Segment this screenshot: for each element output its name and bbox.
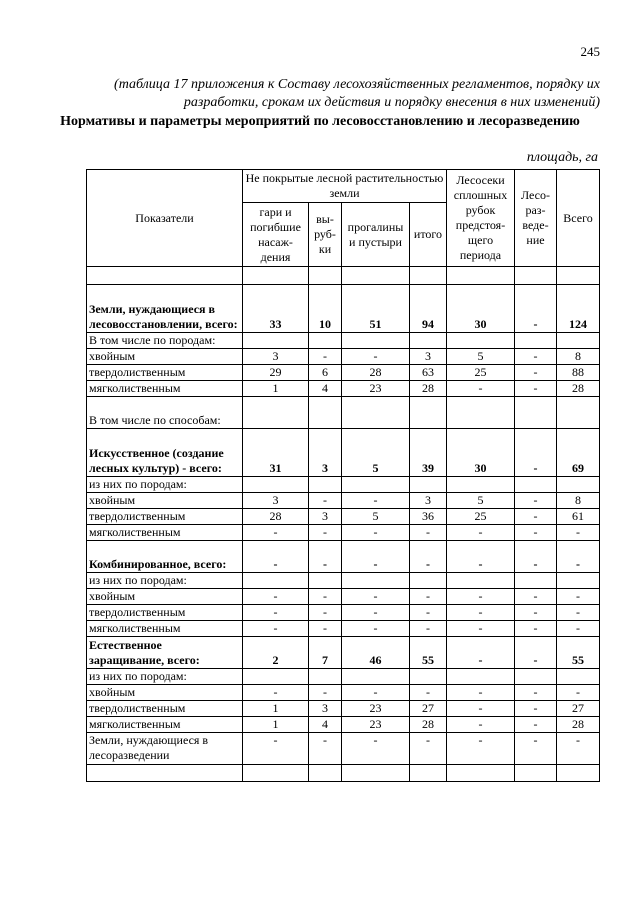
cell-value: 27 xyxy=(557,701,600,717)
table-row xyxy=(87,365,600,381)
cell-value xyxy=(342,669,410,685)
cell-value xyxy=(515,477,557,493)
row-label: Искусственное (создание лесных культур) - всего: xyxy=(87,429,243,477)
cell-value: 5 xyxy=(447,349,515,365)
row-label xyxy=(87,765,243,782)
cell-value: 63 xyxy=(410,365,447,381)
cell-value: - xyxy=(557,733,600,765)
row-label: Земли, нуждающиеся в лесоразведении xyxy=(87,733,243,765)
header-not-covered: Не покрытые лесной растительностью земли xyxy=(243,170,447,203)
row-label: В том числе по породам: xyxy=(87,333,243,349)
cell-value xyxy=(309,477,342,493)
table-row xyxy=(87,685,600,701)
cell-value xyxy=(410,669,447,685)
cell-value: 2 xyxy=(243,637,309,669)
cell-value: - xyxy=(515,733,557,765)
table-row xyxy=(87,333,600,349)
cell-value: 5 xyxy=(447,493,515,509)
cell-value: - xyxy=(243,589,309,605)
cell-value: 3 xyxy=(410,349,447,365)
cell-value: - xyxy=(447,621,515,637)
cell-value: - xyxy=(309,541,342,573)
cell-value xyxy=(309,267,342,285)
cell-value: - xyxy=(410,621,447,637)
cell-value xyxy=(342,397,410,429)
cell-value xyxy=(557,267,600,285)
cell-value: 1 xyxy=(243,381,309,397)
cell-value xyxy=(243,397,309,429)
cell-value: 6 xyxy=(309,365,342,381)
cell-value: - xyxy=(557,621,600,637)
cell-value: - xyxy=(515,621,557,637)
cell-value: 8 xyxy=(557,493,600,509)
cell-value: 30 xyxy=(447,285,515,333)
cell-value: - xyxy=(515,589,557,605)
cell-value: - xyxy=(243,685,309,701)
cell-value: - xyxy=(515,285,557,333)
cell-value xyxy=(447,573,515,589)
cell-value xyxy=(557,669,600,685)
table-row xyxy=(87,285,600,333)
cell-value: - xyxy=(410,685,447,701)
table-row xyxy=(87,621,600,637)
cell-value xyxy=(342,765,410,782)
table-row xyxy=(87,509,600,525)
cell-value: 28 xyxy=(410,381,447,397)
table-row xyxy=(87,429,600,477)
cell-value xyxy=(309,573,342,589)
cell-value: - xyxy=(342,605,410,621)
cell-value: 27 xyxy=(410,701,447,717)
row-label: мягколиственным xyxy=(87,381,243,397)
cell-value: - xyxy=(342,525,410,541)
cell-value: - xyxy=(447,541,515,573)
cell-value: - xyxy=(342,589,410,605)
cell-value: - xyxy=(557,541,600,573)
cell-value: - xyxy=(309,605,342,621)
cell-value: - xyxy=(515,525,557,541)
cell-value: - xyxy=(410,733,447,765)
cell-value: - xyxy=(243,733,309,765)
cell-value: 33 xyxy=(243,285,309,333)
cell-value xyxy=(309,333,342,349)
table-row xyxy=(87,525,600,541)
cell-value: - xyxy=(243,541,309,573)
cell-value: - xyxy=(557,685,600,701)
table-row xyxy=(87,637,600,669)
cell-value: 25 xyxy=(447,365,515,381)
cell-value: 23 xyxy=(342,381,410,397)
cell-value: 3 xyxy=(243,349,309,365)
cell-value: 94 xyxy=(410,285,447,333)
cell-value: - xyxy=(410,589,447,605)
cell-value: 25 xyxy=(447,509,515,525)
cell-value: - xyxy=(309,589,342,605)
table-row xyxy=(87,589,600,605)
cell-value xyxy=(447,333,515,349)
row-label: из них по породам: xyxy=(87,477,243,493)
document-subtitle: (таблица 17 приложения к Составу лесохозяйственных регламентов, порядку их разработки, срокам их действия и порядку внесения в них изменений) xyxy=(114,77,600,110)
cell-value: 55 xyxy=(557,637,600,669)
cell-value: 28 xyxy=(557,717,600,733)
cell-value xyxy=(557,477,600,493)
cell-value: - xyxy=(309,685,342,701)
table-row xyxy=(87,733,600,765)
header-glades: прогалины и пустыри xyxy=(342,203,410,267)
cell-value: - xyxy=(309,525,342,541)
cell-value: - xyxy=(447,381,515,397)
table-row xyxy=(87,349,600,365)
cell-value: 1 xyxy=(243,701,309,717)
cell-value xyxy=(447,669,515,685)
cell-value xyxy=(342,573,410,589)
cell-value xyxy=(410,333,447,349)
header-indicators: Показатели xyxy=(87,170,243,267)
cell-value: 29 xyxy=(243,365,309,381)
cell-value: 28 xyxy=(557,381,600,397)
document-title: Нормативы и параметры мероприятий по лесовосстановлению и лесоразведению xyxy=(60,114,580,129)
cell-value: 10 xyxy=(309,285,342,333)
row-label: твердолиственным xyxy=(87,509,243,525)
cell-value: 28 xyxy=(243,509,309,525)
cell-value xyxy=(447,477,515,493)
cell-value: 7 xyxy=(309,637,342,669)
table-row xyxy=(87,477,600,493)
header-cuttings: вы-руб-ки xyxy=(309,203,342,267)
cell-value: - xyxy=(515,605,557,621)
cell-value xyxy=(243,333,309,349)
cell-value: - xyxy=(447,637,515,669)
cell-value: - xyxy=(515,685,557,701)
row-label: из них по породам: xyxy=(87,573,243,589)
cell-value: 4 xyxy=(309,381,342,397)
cell-value: 55 xyxy=(410,637,447,669)
cell-value xyxy=(309,765,342,782)
header-burnt: гари и погибшие насаж-дения xyxy=(243,203,309,267)
cell-value: - xyxy=(447,685,515,701)
cell-value: 51 xyxy=(342,285,410,333)
cell-value: - xyxy=(243,605,309,621)
row-label: хвойным xyxy=(87,493,243,509)
row-label: хвойным xyxy=(87,685,243,701)
cell-value: 31 xyxy=(243,429,309,477)
header-total: Всего xyxy=(557,170,600,267)
cell-value xyxy=(515,333,557,349)
table-row xyxy=(87,573,600,589)
cell-value xyxy=(410,267,447,285)
row-label: твердолиственным xyxy=(87,701,243,717)
row-label: мягколиственным xyxy=(87,621,243,637)
cell-value: 5 xyxy=(342,429,410,477)
cell-value xyxy=(557,765,600,782)
cell-value: 4 xyxy=(309,717,342,733)
cell-value: - xyxy=(557,589,600,605)
cell-value xyxy=(515,765,557,782)
cell-value: - xyxy=(410,541,447,573)
table-row xyxy=(87,493,600,509)
row-label: Комбинированное, всего: xyxy=(87,541,243,573)
cell-value xyxy=(342,477,410,493)
cell-value xyxy=(557,333,600,349)
row-label xyxy=(87,267,243,285)
cell-value: 23 xyxy=(342,717,410,733)
table-row xyxy=(87,381,600,397)
cell-value: - xyxy=(447,733,515,765)
header-afforestation: Лесо-раз-веде-ние xyxy=(515,170,557,267)
cell-value: - xyxy=(410,525,447,541)
page-number: 245 xyxy=(580,44,600,59)
cell-value xyxy=(515,669,557,685)
cell-value xyxy=(243,669,309,685)
cell-value: - xyxy=(515,493,557,509)
cell-value: 1 xyxy=(243,717,309,733)
cell-value xyxy=(243,477,309,493)
cell-value: 3 xyxy=(243,493,309,509)
cell-value xyxy=(447,765,515,782)
cell-value: - xyxy=(447,717,515,733)
cell-value: - xyxy=(342,733,410,765)
table-row xyxy=(87,267,600,285)
cell-value xyxy=(243,573,309,589)
cell-value: - xyxy=(342,541,410,573)
cell-value: - xyxy=(447,525,515,541)
cell-value: - xyxy=(342,685,410,701)
cell-value: 8 xyxy=(557,349,600,365)
cell-value: - xyxy=(447,701,515,717)
header-total-not-covered: итого xyxy=(410,203,447,267)
cell-value: 46 xyxy=(342,637,410,669)
cell-value xyxy=(410,573,447,589)
cell-value: - xyxy=(515,717,557,733)
cell-value: 23 xyxy=(342,701,410,717)
cell-value: - xyxy=(243,621,309,637)
cell-value: 3 xyxy=(309,429,342,477)
cell-value: - xyxy=(515,637,557,669)
cell-value xyxy=(515,573,557,589)
table-row xyxy=(87,669,600,685)
cell-value: - xyxy=(342,493,410,509)
cell-value: 5 xyxy=(342,509,410,525)
cell-value: 61 xyxy=(557,509,600,525)
cell-value: - xyxy=(515,349,557,365)
cell-value: - xyxy=(447,589,515,605)
cell-value: - xyxy=(515,541,557,573)
cell-value: - xyxy=(447,605,515,621)
cell-value: - xyxy=(557,525,600,541)
row-label: твердолиственным xyxy=(87,365,243,381)
row-label: Земли, нуждающиеся в лесовосстановлении, всего: xyxy=(87,285,243,333)
row-label: твердолиственным xyxy=(87,605,243,621)
cell-value: - xyxy=(515,381,557,397)
table-row xyxy=(87,701,600,717)
table-body xyxy=(87,267,600,782)
cell-value: - xyxy=(309,493,342,509)
row-label: хвойным xyxy=(87,589,243,605)
cell-value: 69 xyxy=(557,429,600,477)
cell-value: - xyxy=(309,349,342,365)
cell-value: 124 xyxy=(557,285,600,333)
table-row xyxy=(87,765,600,782)
cell-value: - xyxy=(342,349,410,365)
cell-value: - xyxy=(557,605,600,621)
row-label: мягколиственным xyxy=(87,525,243,541)
cell-value: - xyxy=(309,621,342,637)
cell-value: 30 xyxy=(447,429,515,477)
cell-value: - xyxy=(410,605,447,621)
cell-value: 28 xyxy=(342,365,410,381)
cell-value xyxy=(342,267,410,285)
cell-value xyxy=(243,267,309,285)
unit-label: площадь, га xyxy=(526,150,598,165)
cell-value: 39 xyxy=(410,429,447,477)
cell-value: 3 xyxy=(309,509,342,525)
cell-value xyxy=(309,669,342,685)
row-label: В том числе по способам: xyxy=(87,397,243,429)
header-clearcut: Лесосеки сплошных рубок предстоя-щего периода xyxy=(447,170,515,267)
cell-value: - xyxy=(515,365,557,381)
cell-value xyxy=(410,397,447,429)
table-row xyxy=(87,541,600,573)
cell-value: - xyxy=(515,509,557,525)
cell-value xyxy=(342,333,410,349)
cell-value xyxy=(410,765,447,782)
cell-value: - xyxy=(309,733,342,765)
cell-value xyxy=(515,397,557,429)
cell-value xyxy=(410,477,447,493)
table-row xyxy=(87,717,600,733)
norms-table xyxy=(86,169,600,782)
row-label: Естественное заращивание, всего: xyxy=(87,637,243,669)
cell-value xyxy=(557,573,600,589)
row-label: хвойным xyxy=(87,349,243,365)
cell-value xyxy=(515,267,557,285)
cell-value xyxy=(447,267,515,285)
cell-value: 3 xyxy=(410,493,447,509)
row-label: из них по породам: xyxy=(87,669,243,685)
table-row xyxy=(87,605,600,621)
cell-value xyxy=(447,397,515,429)
cell-value: - xyxy=(515,701,557,717)
cell-value xyxy=(243,765,309,782)
cell-value: - xyxy=(342,621,410,637)
cell-value: 28 xyxy=(410,717,447,733)
cell-value: - xyxy=(243,525,309,541)
cell-value xyxy=(309,397,342,429)
cell-value: 88 xyxy=(557,365,600,381)
table-row xyxy=(87,397,600,429)
row-label: мягколиственным xyxy=(87,717,243,733)
cell-value xyxy=(557,397,600,429)
cell-value: 36 xyxy=(410,509,447,525)
cell-value: - xyxy=(515,429,557,477)
cell-value: 3 xyxy=(309,701,342,717)
